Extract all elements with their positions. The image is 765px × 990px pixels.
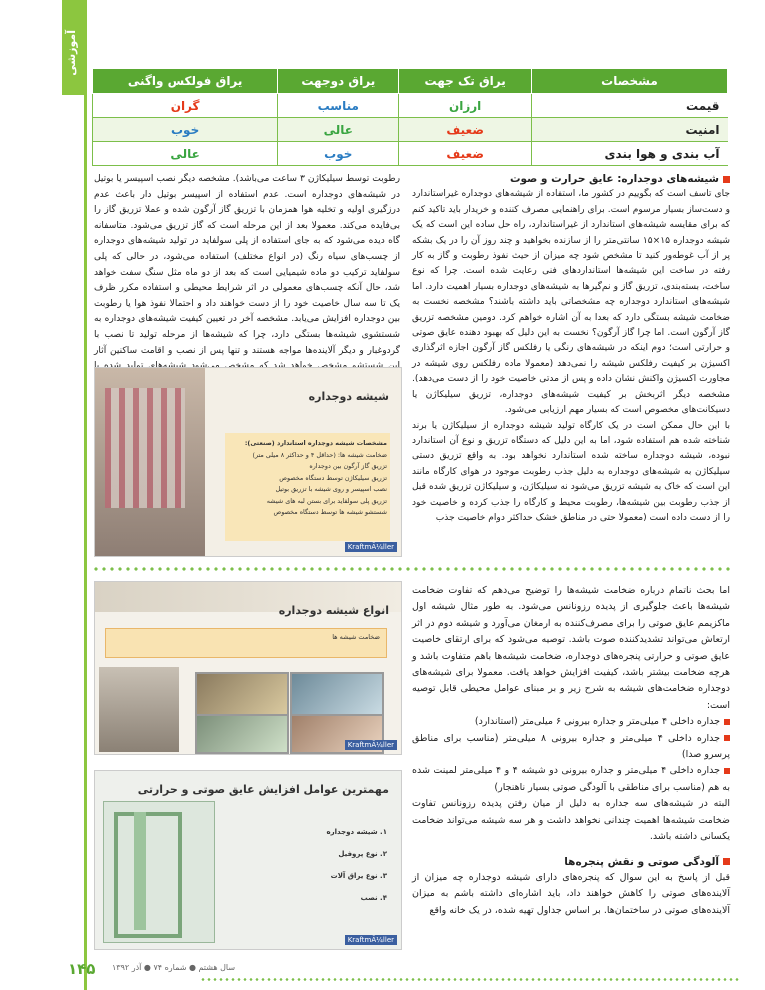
- window-profile-diagram: [103, 801, 215, 943]
- table-header: یراق تک جهت: [399, 69, 532, 94]
- list-item: ۴. نصب: [360, 894, 387, 902]
- profile-glass: [134, 812, 146, 930]
- section-divider: [92, 567, 732, 571]
- glass-sample: [195, 672, 289, 716]
- section-tab: [62, 0, 84, 95]
- glass-sample: [195, 714, 289, 754]
- article-column-left: [94, 172, 400, 362]
- table-cell: ضعیف: [399, 142, 532, 166]
- row-label: آب بندی و هوا بندی: [531, 142, 727, 166]
- paragraph: رطوبت توسط سیلیکاژن ۳ ساعت می‌باشد). مشخصه دیگر نصب اسپیسر یا بوتیل در شیشه‌های دوجداره است. عدم استفاده از اسپیسر بوتیل دار باعث عدم درزگیری اولیه و تخلیه هوا همزمان با تزریق گاز آرگون شده و عملا تزریق گاز را بی‌فایده می‌کند. معمولا بعد از این مرحله است که گاز تزریق می‌شود. متاسفانه گاه دیده می‌شود که به جای استفاده از پلی سولفاید در تولید شیشه‌های دوجداره از چسب‌های سیاه رنگ (در انواع مختلف) استفاده می‌شود، در حالی که پلی سولفاید ترکیب دو ماده شیمیایی است که بعد از دو ماه مثل سنگ سفت خواهد شد، حال آنکه چسب‌های معمولی در اثر شرایط محیطی و استفاده مکرر ظرف یک تا سه سال خاصیت خود را از دست خواهند داد و احتمالا نفوذ هوا یا رطوبت بین دوجداره افزایش می‌یابد. مشخصه آخر در تعیین کیفیت شیشه‌های دوجداره به شستشوی شیشه‌ها بستگی دارد، چرا که شیشه‌ها از مرحله تولید تا نصب با گردوغبار و دیگر آلاینده‌ها مواجه هستند و تنها پس از نصب و اقامت ساکنین آثار: [94, 174, 400, 356]
- list-item: جداره داخلی ۴ میلی‌متر و جداره بیرونی ۸ میلی‌متر (مناسب برای مناطق پرسرو صدا): [412, 732, 730, 761]
- list-item: ۲. نوع پروفیل: [338, 850, 387, 858]
- paragraph: قبل از پاسخ به این سوال که پنجره‌های دارای شیشه دوجداره چه میزان از آلاینده‌های صوتی را کاهش خواهند داد، باید اشاره‌ای داشته باشم به میزان آلاینده‌های صوتی در ساختمان‌ها. بر اساس جداول تهیه شده، در یک خانه واقع: [412, 871, 730, 916]
- row-label: قیمت: [531, 94, 727, 118]
- list-item: تزریق پلی سولفاید برای بستن لبه های شیشه: [266, 496, 387, 505]
- slide-title: انواع شیشه دوجداره: [278, 604, 389, 617]
- issue-info: سال هشتم ● شماره ۷۴ ● آذر ۱۳۹۲: [112, 963, 236, 972]
- factors-list: [227, 821, 387, 909]
- article-column-right: [412, 172, 730, 562]
- section-tab-label: آموزشی: [65, 30, 78, 76]
- slide-title: مهمترین عوامل افزایش عایق صوتی و حرارتی: [137, 783, 389, 796]
- table-cell: عالی: [93, 142, 278, 166]
- profile-frame: [114, 812, 182, 938]
- row-label: امنیت: [531, 118, 727, 142]
- slide-title: شیشه دوجداره: [308, 390, 389, 403]
- paragraph: البته در شیشه‌های سه جداره به دلیل از میان رفتن پدیده رزونانس تفاوت ضخامت شیشه‌ها اهمیت چندانی نخواهد داشت و هر سه شیشه می‌تواند ضخامت یکسانی داشته باشد.: [412, 798, 730, 843]
- table-cell: خوب: [93, 118, 278, 142]
- heading-bullet: [723, 858, 730, 865]
- table-header-row: [93, 69, 728, 94]
- list-item: نصب اسپیسر و روی شیشه با تزریق بوتیل: [275, 485, 387, 493]
- page-number: ۱۴۵: [68, 960, 96, 978]
- spec-list-title: مشخصات شیشه دوجداره استاندارد (صنعتی):: [244, 439, 387, 447]
- margin-rule: [84, 0, 87, 990]
- table-cell: ضعیف: [399, 118, 532, 142]
- paragraph: با این حال ممکن است در یک کارگاه تولید شیشه دوجداره از سیلیکاژن یا برند شناخته شده هم استفاده شود، اما به این دلیل که دستگاه تزریق و نوع آن استاندارد نبوده، شیشه دوجداره ساخته شده استاندارد نخواهد بود. به واقع تزریق دستی سیلیکاژن به شیشه‌های دوجداره به دلیل جذب رطوبت موجود در هوای کارگاه مانند این است که خاک به شیشه تزریق می‌شود نه سیلیکاژن، و سیلیکاژن تزریق شده قبل از جذب رطوبت بین شیشه‌ها، رطوبت محیط و کارگاه را جذب کرده و خاصیت خود را از دست داده است (معمولا حتی در مناطق خشک حداکثر دوام خاصیت جذب: [412, 420, 730, 523]
- table-row: [93, 142, 728, 166]
- table-cell: خوب: [278, 142, 399, 166]
- paragraph: جای تاسف است که بگوییم در کشور ما، استفاده از شیشه‌های دوجداره غیراستاندارد و دست‌ساز بسیار مرسوم است. برای راهنمایی مصرف کننده و خریدار باید تاکید کنم که برای مقایسه شیشه‌های استاندارد از غیراستاندارد، راه حل ساده این است که یک شیشه دوجداره ۱۵×۱۵ سانتی‌متر را از سازنده بخواهید و چند روز آن را در یک بشکه پر از آب غوطه‌ور کنید تا مشخص شود چه میزان از حیث نفوذ رطوبت و گاز به کار رفته در ساخت این شیشه‌ها استانداردهای فنی رعایت شده است. چرا که نوع ساخت، بسته‌بندی، تزریق گاز و نم‌گیرها به شیشه‌های دوجداره بسیار اهمیت دارد. اما شیشه‌های استاندارد دوجداره چه مشخصاتی باید داشته باشند؟ مشخصه نخست به ضخامت شیشه بستگی دارد که بعدا به آن اشاره خواهم کرد. دومین مشخصه تزریق گاز آرگون است. اما چرا گاز آرگون؟ نخست به این دلیل که بهبود دهنده عایق صوتی و حرارتی است؛ دوم اینکه در شیشه‌های رنگی یا رفلکس گاز آرگون اجازه اثرگذاری اکسیژن بر کیفیت رفلکس شیشه را نمی‌دهد (معمولا ماده رفلکس روی شیشه در مجاورت اکسیژن واکنش نشان داده و پس از مدتی خاصیت خود را از دست می‌دهد). مشخصه دیگر اثربخش بر کیفیت شیشه‌های دوجداره، تزریق سیلیکاژن یا دسیکانت‌های مخصوص است که بسیار مهم ارزیابی می‌شود.: [412, 189, 730, 416]
- left-margin: [0, 0, 63, 990]
- list-bullet: [724, 735, 730, 741]
- spec-list: [227, 438, 387, 519]
- kraftmuller-logo: KraftmÃ¼ller: [345, 542, 397, 552]
- glass-rack-photo: [105, 388, 185, 508]
- table-row: [93, 94, 728, 118]
- table-header: یراق فولکس واگنی: [93, 69, 278, 94]
- list-item: جداره داخلی ۴ میلی‌متر و جداره بیرونی ۶ میلی‌متر (استاندارد): [474, 716, 720, 728]
- insulation-factors-slide-image: [94, 770, 402, 950]
- table-header: یراق دوجهت: [278, 69, 399, 94]
- table-cell: گران: [93, 94, 278, 118]
- table-cell: مناسب: [278, 94, 399, 118]
- list-item: جداره داخلی ۴ میلی‌متر و جداره بیرونی دو شیشه ۴ و ۴ میلی‌متر لمینت شده به هم (مناسب برای مناطقی با آلودگی صوتی بسیار ناهنجار): [412, 765, 730, 793]
- list-item: ضخامت شیشه ها: (حداقل ۴ و حداکثر ۸ میلی متر): [252, 450, 387, 459]
- glass-sample: [290, 672, 384, 716]
- table-row: [93, 118, 728, 142]
- list-item: ۱. شیشه دوجداره: [326, 828, 387, 836]
- section-heading: شیشه‌های دوجداره: عایق حرارت و صوت: [509, 173, 719, 185]
- kraftmuller-logo: KraftmÃ¼ller: [345, 740, 397, 750]
- kraftmuller-logo: KraftmÃ¼ller: [345, 935, 397, 945]
- list-bullet: [724, 719, 730, 725]
- table-cell: عالی: [278, 118, 399, 142]
- glass-types-slide-image: [94, 581, 402, 755]
- table-header: مشخصات: [531, 69, 727, 94]
- list-item: تزریق سیلیکاژن توسط دستگاه مخصوص: [279, 473, 387, 482]
- section-heading: آلودگی صوتی و نقش پنجره‌ها: [564, 855, 719, 868]
- table-caption: ضخامت شیشه ها: [332, 633, 380, 641]
- list-item: تزریق گاز آرگون بین دوجداره: [309, 462, 387, 470]
- thickness-table: [105, 628, 387, 658]
- double-glazing-slide-image: [94, 367, 402, 557]
- list-item: شستشو شیشه ها توسط دستگاه مخصوص: [273, 508, 387, 516]
- paragraph: اما بحث ناتمام درباره ضخامت شیشه‌ها را توضیح می‌دهم که تفاوت ضخامت شیشه‌ها باعث جلوگیری از پدیده رزونانس می‌شود. به طور مثال شیشه اول ماکزیمم عایق صوتی را برای مصرف‌کننده به ارمغان می‌آورد و شیشه دوم در اثر ارتعاش می‌تواند تشدیدکننده صوت باشد. توصیه می‌شود که برای ارتقای خاصیت عایق صوتی و حرارتی پنجره‌های دوجداره، ضخامت شیشه‌ها باهم متفاوت باشد و هرچه ضخامت بیشتر باشد، کیفیت افزایش خواهد یافت. معمولا برای شیشه‌های دوجداره ضخامت‌های شیشه به شرح زیر و بر مبنای عوامل محیطی قابل توصیه است:: [412, 585, 730, 711]
- heading-bullet: [723, 176, 730, 183]
- footer-divider: [200, 978, 740, 981]
- article-column-bottom: [412, 583, 730, 955]
- window-photo: [99, 667, 179, 752]
- list-item: ۳. نوع یراق آلات: [330, 872, 387, 880]
- list-bullet: [724, 768, 730, 774]
- table-cell: ارزان: [399, 94, 532, 118]
- comparison-table: [92, 68, 728, 166]
